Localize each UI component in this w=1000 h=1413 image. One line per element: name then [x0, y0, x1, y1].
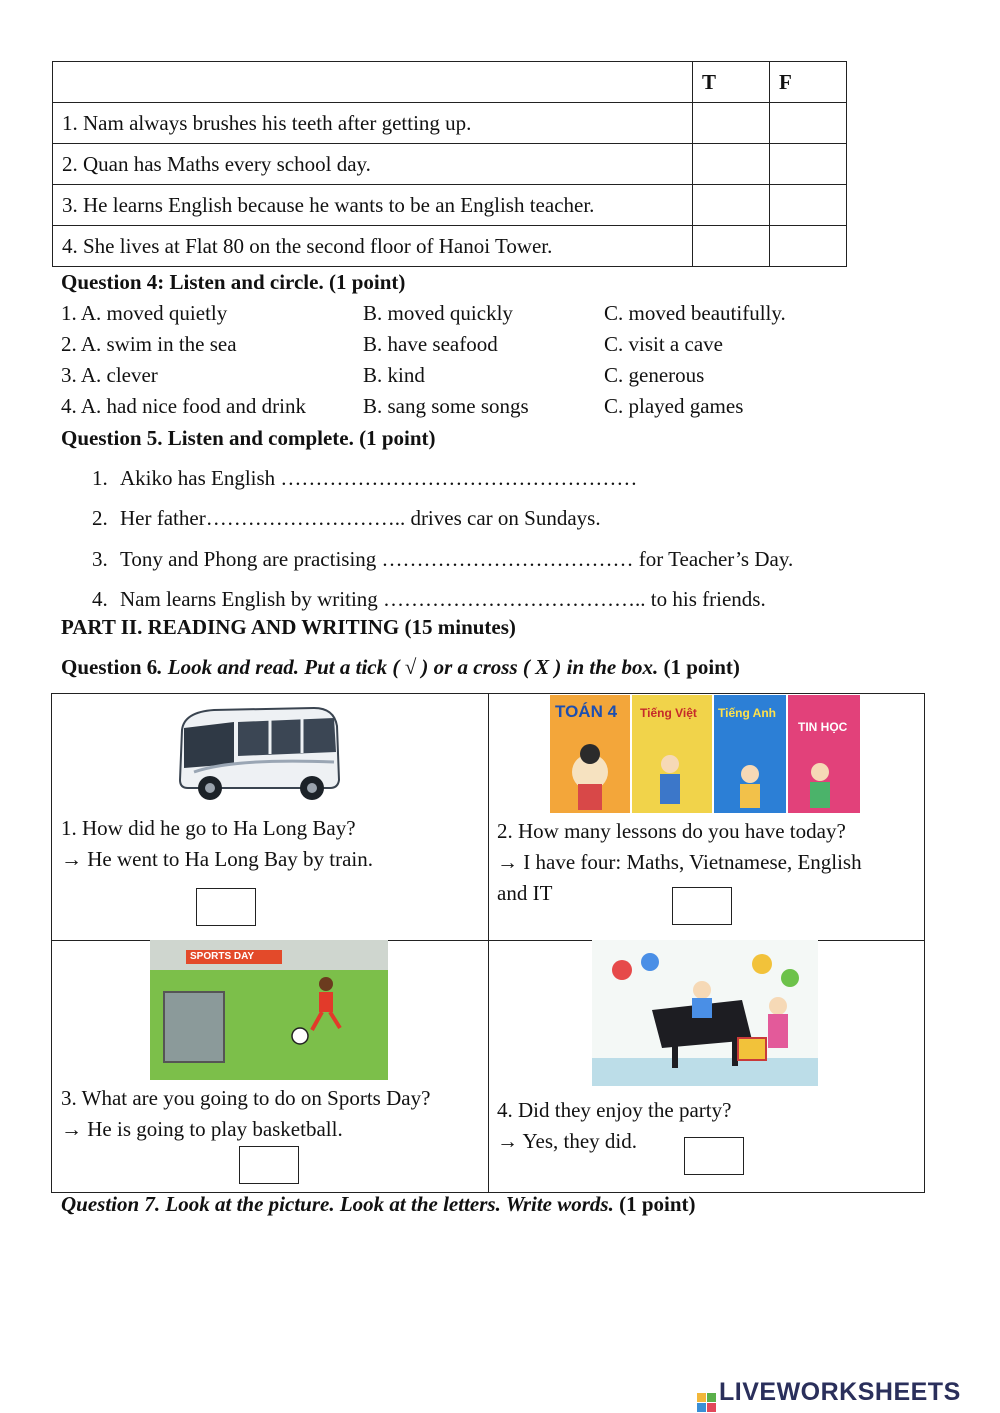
book-title: Tiếng Việt	[640, 706, 697, 720]
true-false-table	[52, 61, 847, 267]
option-a[interactable]: 4. A. had nice food and drink	[61, 394, 306, 418]
option-a[interactable]: 3. A. clever	[61, 363, 158, 387]
sports-day-picture	[150, 940, 388, 1080]
q5-item-4[interactable]	[92, 587, 766, 612]
question-points: (1 point)	[613, 1192, 696, 1216]
cell-4-answer: → Yes, they did.	[497, 1129, 638, 1153]
question-4-title: Question 4: Listen and circle. (1 point)	[61, 270, 406, 294]
banner-text: SPORTS DAY	[190, 951, 255, 962]
false-answer-cell[interactable]	[770, 185, 847, 226]
cell-4-question: 4. Did they enjoy the party?	[497, 1098, 732, 1122]
option-b[interactable]: B. have seafood	[363, 332, 498, 356]
book-title: Tiếng Anh	[718, 706, 776, 720]
question-label: Question 6	[61, 655, 158, 679]
books-illustration	[550, 734, 860, 813]
part-label: PART II	[61, 615, 138, 639]
cell-1-question: 1. How did he go to Ha Long Bay?	[61, 816, 356, 840]
grid-divider	[52, 940, 150, 941]
book-title: TOÁN 4	[555, 702, 618, 721]
question-instruction: Question 7. Look at the picture. Look at the letters. Write words.	[61, 1192, 614, 1216]
cell-4-answer-box[interactable]	[684, 1137, 744, 1175]
table-row	[53, 226, 847, 267]
question-7-title	[61, 1192, 696, 1217]
table-row	[53, 103, 847, 144]
cell-3-answer: → He is going to play basketball.	[61, 1117, 343, 1141]
question-instruction: . Look and read. Put a tick ( √ ) or a cross ( X ) in the box.	[157, 655, 659, 679]
false-answer-cell[interactable]	[770, 103, 847, 144]
q5-item-1[interactable]	[92, 466, 637, 491]
true-answer-cell[interactable]	[693, 144, 770, 185]
false-answer-cell[interactable]	[770, 226, 847, 267]
grid-divider	[388, 940, 592, 941]
item-text: Akiko has English ……………………………………………	[120, 466, 638, 490]
item-text: Her father……………………….. drives car on Sundays.	[120, 506, 601, 530]
true-answer-cell[interactable]	[693, 185, 770, 226]
true-answer-cell[interactable]	[693, 103, 770, 144]
statement-cell: 1. Nam always brushes his teeth after getting up.	[53, 103, 693, 144]
cell-3-answer-box[interactable]	[239, 1146, 299, 1184]
option-c[interactable]: C. played games	[604, 394, 744, 418]
item-number: 1.	[92, 466, 108, 490]
table-header-row	[53, 62, 847, 103]
q5-item-2[interactable]	[92, 506, 601, 531]
logo-icon	[697, 1393, 716, 1412]
statement-header-cell	[53, 62, 693, 103]
cell-2-answer-continued: and IT	[497, 881, 553, 905]
cell-1-answer-box[interactable]	[196, 888, 256, 926]
table-row	[53, 185, 847, 226]
question-6-grid	[51, 693, 925, 1193]
item-number: 3.	[92, 547, 108, 571]
grid-divider	[488, 694, 489, 1192]
option-b[interactable]: B. kind	[363, 363, 425, 387]
liveworksheets-logo	[697, 1378, 961, 1412]
false-answer-cell[interactable]	[770, 144, 847, 185]
statement-cell: 3. He learns English because he wants to be an English teacher.	[53, 185, 693, 226]
party-picture	[592, 940, 818, 1086]
true-header: T	[693, 62, 770, 103]
option-c[interactable]: C. moved beautifully.	[604, 301, 786, 325]
q5-item-3[interactable]	[92, 547, 793, 572]
grid-divider	[818, 940, 924, 941]
statement-cell: 2. Quan has Maths every school day.	[53, 144, 693, 185]
item-text: Nam learns English by writing ……………………………….. to his friends.	[120, 587, 766, 611]
logo-text: LIVEWORKSHEETS	[719, 1378, 961, 1406]
cell-2-answer: → I have four: Maths, Vietnamese, English	[497, 850, 862, 874]
option-a[interactable]: 1. A. moved quietly	[61, 301, 228, 325]
option-b[interactable]: B. moved quickly	[363, 301, 513, 325]
cell-2-answer-box[interactable]	[672, 887, 732, 925]
cell-2-question: 2. How many lessons do you have today?	[497, 819, 846, 843]
part-title: . READING AND WRITING (15 minutes)	[137, 615, 516, 639]
cell-3-question: 3. What are you going to do on Sports Day?	[61, 1086, 431, 1110]
item-number: 4.	[92, 587, 108, 611]
statement-cell: 4. She lives at Flat 80 on the second floor of Hanoi Tower.	[53, 226, 693, 267]
item-number: 2.	[92, 506, 108, 530]
option-c[interactable]: C. generous	[604, 363, 705, 387]
true-answer-cell[interactable]	[693, 226, 770, 267]
false-header: F	[770, 62, 847, 103]
cell-1-answer: → He went to Ha Long Bay by train.	[61, 847, 374, 871]
table-row	[53, 144, 847, 185]
part-2-heading	[61, 615, 516, 640]
question-5-title: Question 5. Listen and complete. (1 point)	[61, 426, 436, 450]
bus-picture	[174, 702, 344, 802]
option-b[interactable]: B. sang some songs	[363, 394, 529, 418]
option-c[interactable]: C. visit a cave	[604, 332, 723, 356]
option-a[interactable]: 2. A. swim in the sea	[61, 332, 237, 356]
question-points: (1 point)	[658, 655, 740, 679]
question-6-title	[61, 655, 740, 680]
item-text: Tony and Phong are practising ……………………………… for Teacher’s Day.	[120, 547, 794, 571]
book-title: TIN HỌC	[798, 720, 848, 734]
